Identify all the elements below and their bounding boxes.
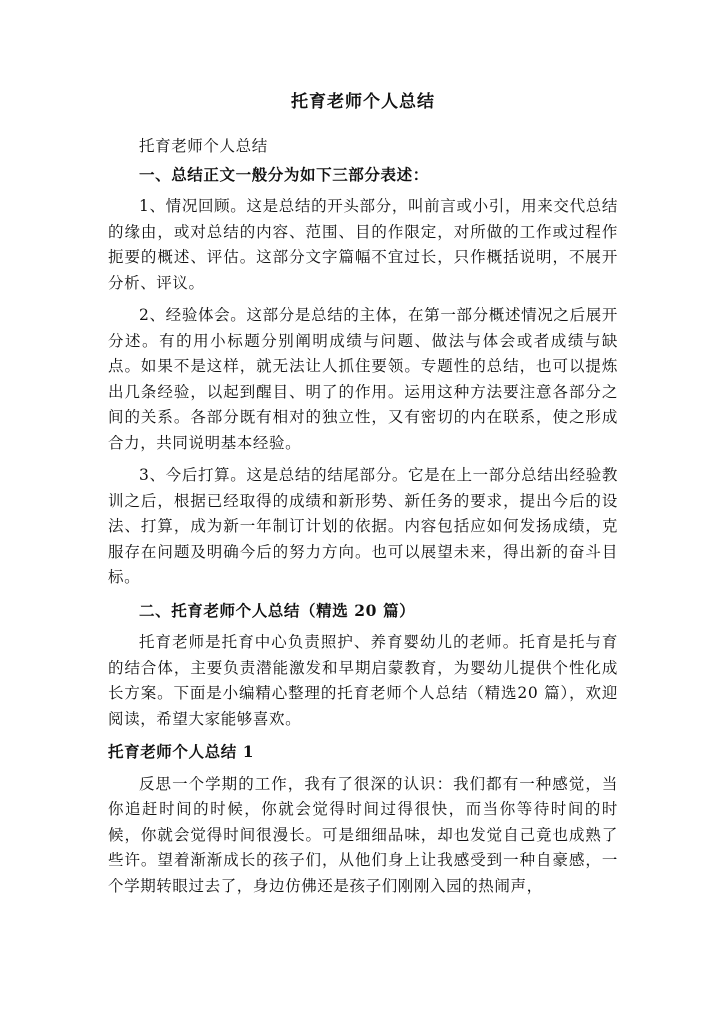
paragraph-introduction: 托育老师是托育中心负责照护、养育婴幼儿的老师。托育是托与育的结合体，主要负责潜能激发和早期启蒙教育，为婴幼儿提供个性化成长方案。下面是小编精心整理的托育老师个人总结（精选20 篇），欢迎阅读，希望大家能够喜欢。 xyxy=(108,633,618,728)
section-2-heading: 二、托育老师个人总结（精选 20 篇） xyxy=(139,600,416,620)
paragraph-reflection: 反思一个学期的工作，我有了很深的认识：我们都有一种感觉，当你追赶时间的时候，你就会觉得时间过得很快，而当你等待时间的时候，你就会觉得时间很漫长。可是细细品味，却也发觉自己竟也成熟了些许。望着渐渐成长的孩子们，从他们身上让我感受到一种自豪感，一个学期转眼过去了，身边仿佛还是孩子们刚刚入园的热闹声， xyxy=(108,774,618,895)
document-title: 托育老师个人总结 xyxy=(291,92,435,112)
article-1-heading: 托育老师个人总结 1 xyxy=(108,742,255,761)
section-1-heading: 一、总结正文一般分为如下三部分表述： xyxy=(139,164,429,184)
paragraph-future-plans: 3、今后打算。这是总结的结尾部分。它是在上一部分总结出经验教训之后，根据已经取得的成绩和新形势、新任务的要求，提出今后的设法、打算，成为新一年制订计划的依据。内容包括应如何发扬成绩，克服存在问题及明确今后的努力方向。也可以展望未来，得出新的奋斗目标。 xyxy=(108,466,618,586)
paragraph-experience: 2、经验体会。这部分是总结的主体，在第一部分概述情况之后展开分述。有的用小标题分别阐明成绩与问题、做法与体会或者成绩与缺点。如果不是这样，就无法让人抓住要领。专题性的总结，也可以提炼出几条经验，以起到醒目、明了的作用。运用这种方法要注意各部分之间的关系。各部分既有相对的独立性，又有密切的内在联系，使之形成合力，共同说明基本经验。 xyxy=(108,306,618,452)
paragraph-situation-review: 1、情况回顾。这是总结的开头部分，叫前言或小引，用来交代总结的缘由，或对总结的内容、范围、目的作限定，对所做的工作或过程作扼要的概述、评估。这部分文字篇幅不宜过长，只作概括说明，不展开分析、评议。 xyxy=(108,197,618,292)
intro-label: 托育老师个人总结 xyxy=(139,137,268,155)
document-body xyxy=(108,88,618,906)
